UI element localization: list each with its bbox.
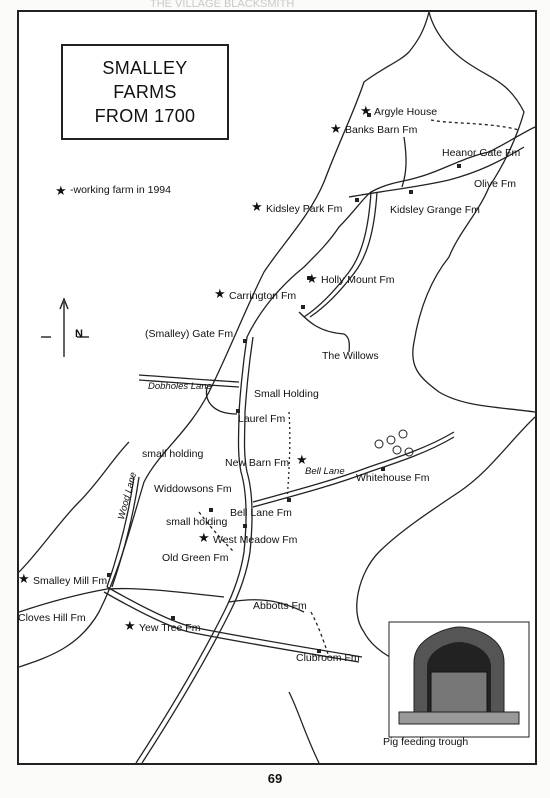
page-number: 69	[267, 771, 283, 786]
working-farm-star-icon: ★	[306, 271, 318, 286]
label-smalley-gate: (Smalley) Gate Fm	[145, 328, 234, 340]
parish-boundary-west	[19, 442, 129, 572]
building-marker	[171, 616, 175, 620]
label-abbotts: Abbotts Fm	[253, 600, 307, 612]
label-olive: Olive Fm	[474, 178, 516, 190]
bleed-through-heading: THE VILLAGE BLACKSMITH	[150, 0, 295, 10]
label-small-holding-2: small holding	[142, 448, 204, 460]
label-dobholes-lane: Dobholes Lane	[148, 381, 212, 392]
label-heanor-gate: Heanor Gate Fm	[442, 147, 521, 159]
label-bell-lane-fm: Bell Lane Fm	[230, 507, 292, 519]
label-kidsley-park: Kidsley Park Fm	[266, 203, 343, 215]
label-widdowsons: Widdowsons Fm	[154, 483, 232, 495]
working-farm-star-icon: ★	[18, 571, 30, 586]
willows-road	[299, 312, 349, 352]
label-banks-barn: Banks Barn Fm	[345, 124, 418, 136]
building-marker	[301, 305, 305, 309]
building-marker	[243, 339, 247, 343]
label-whitehouse: Whitehouse Fm	[356, 472, 430, 484]
building-marker	[355, 198, 359, 202]
label-the-willows: The Willows	[322, 350, 379, 362]
parish-boundary-south	[289, 692, 319, 763]
building-marker	[209, 508, 213, 512]
label-laurel: Laurel Fm	[238, 413, 286, 425]
building-marker	[287, 498, 291, 502]
working-farm-star-icon: ★	[251, 199, 263, 214]
working-farm-star-icon: ★	[296, 452, 308, 467]
building-marker	[243, 524, 247, 528]
label-yew-tree: Yew Tree Fm	[139, 622, 201, 634]
main-road-2	[142, 337, 253, 763]
working-farm-star-icon: ★	[124, 618, 136, 633]
mill-road	[19, 589, 224, 612]
building-marker	[409, 190, 413, 194]
building-marker	[107, 573, 111, 577]
map-title	[61, 44, 229, 140]
legend-text: -working farm in 1994	[70, 184, 171, 196]
label-west-meadow: West Meadow Fm	[213, 534, 298, 546]
label-bell-lane-road: Bell Lane	[305, 466, 345, 477]
north-label: N	[75, 328, 83, 340]
illustration-caption: Pig feeding trough	[383, 736, 469, 748]
building-marker	[457, 164, 461, 168]
building-marker	[381, 467, 385, 471]
pig-trough-illustration	[389, 622, 529, 737]
title-line-2: FARMS	[113, 82, 177, 102]
label-argyle-house: Argyle House	[374, 106, 438, 118]
working-farm-star-icon: ★	[330, 121, 342, 136]
label-clubroom: Clubroom Fm	[296, 652, 360, 664]
label-old-green: Old Green Fm	[162, 552, 229, 564]
label-smalley-mill: Smalley Mill Fm	[33, 575, 108, 587]
working-farm-star-icon: ★	[214, 286, 226, 301]
banks-barn-track	[402, 137, 406, 187]
title-line-1: SMALLEY	[102, 58, 188, 78]
working-farm-star-icon: ★	[198, 530, 210, 545]
label-small-holding-1: Small Holding	[254, 388, 319, 400]
label-cloves-hill: Cloves Hill Fm	[18, 612, 86, 624]
label-kidsley-grange: Kidsley Grange Fm	[390, 204, 480, 216]
argyle-track	[431, 120, 519, 130]
title-line-3: FROM 1700	[94, 106, 196, 126]
trees	[375, 430, 413, 456]
label-small-holding-3: small holding	[166, 516, 228, 528]
label-new-barn: New Barn Fm	[225, 457, 290, 469]
label-wood-lane: Wood Lane	[116, 471, 140, 521]
legend-star-icon: ★	[55, 183, 67, 198]
label-holly-mount: Holly Mount Fm	[321, 274, 395, 286]
working-farm-star-icon: ★	[360, 103, 372, 118]
label-carrington: Carrington Fm	[229, 290, 297, 302]
